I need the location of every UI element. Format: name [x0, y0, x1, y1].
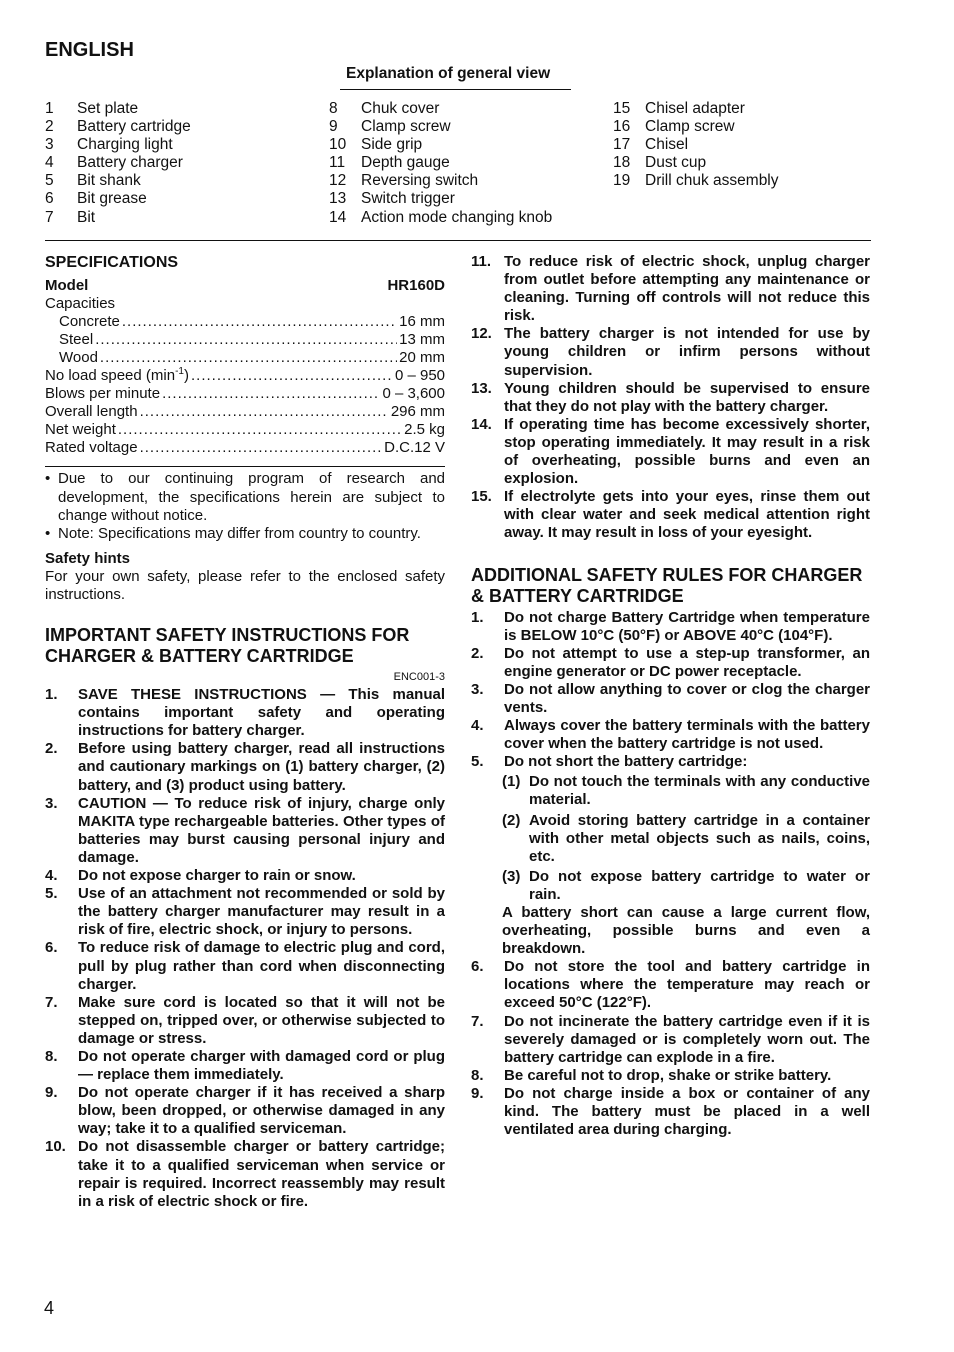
model-row: Model HR160D [45, 276, 445, 294]
list-item: 5. Use of an attachment not recommended or sold by the battery charger manufacturer may result in a risk of fire, electric shock, or injury to persons. [45, 885, 445, 939]
parts-list-column-3 [613, 100, 779, 190]
sub-item: (3) Do not expose battery cartridge to water or rain. [502, 867, 870, 903]
spec-row: Net weight ..... 2.5 kg [45, 421, 445, 439]
list-item: 3. CAUTION — To reduce risk of injury, charge only MAKITA type rechargeable batteries. Other types of batteries may burst causing personal injury and damage. [45, 794, 445, 866]
list-item: 1. SAVE THESE INSTRUCTIONS — This manual contains important safety and operating instructions for battery charger. [45, 686, 445, 740]
list-item: 9. Do not operate charger if it has received a sharp blow, been dropped, or otherwise damaged in any way; take it to a qualified serviceman. [45, 1084, 445, 1138]
spec-row: No load speed $(\min^{-1})$ ..... 0 – 950 [45, 367, 445, 385]
part-item: 13 Switch trigger [329, 190, 455, 208]
specifications-heading: SPECIFICATIONS [45, 254, 179, 271]
title-underline [340, 89, 571, 90]
list-item: 2. Before using battery charger, read all instructions and cautionary markings on (1) battery charger, (2) battery, and (3) product using battery. [45, 740, 445, 794]
list-item: 13. Young children should be supervised to ensure that they do not play with the battery charger. [471, 379, 870, 415]
important-list [45, 686, 445, 1211]
part-item: 10 Side grip [329, 136, 423, 154]
list-item: 5. Do not short the battery cartridge: [471, 753, 748, 771]
spec-note: • Note: Specifications may differ from country to country. [45, 524, 421, 542]
document-code: ENC001-3 [393, 671, 445, 684]
part-item: 1 Set plate [45, 100, 139, 117]
safety-hints-heading: Safety hints [45, 549, 131, 567]
part-item: 7 Bit [45, 208, 96, 226]
important-list-continued [471, 253, 870, 543]
spec-note: • Due to our continuing program of research and development, the specifications herein are subject to change without notice. [45, 470, 445, 524]
additional-list [471, 609, 870, 1140]
list-item: 15. If electrolyte gets into your eyes, rinse them out with clear water and seek medical attention right away. It may result in loss of your eyesight. [471, 488, 870, 542]
spec-divider [45, 466, 445, 467]
list-item: 4. Do not expose charger to rain or snow. [45, 867, 356, 885]
additional-heading: ADDITIONAL SAFETY RULES FOR CHARGER & BATTERY CARTRIDGE [471, 564, 863, 606]
short-circuit-note: A battery short can cause a large current flow, overheating, possible burns and even a breakdown. [502, 904, 870, 958]
part-item: 14 Action mode changing knob [329, 208, 553, 226]
part-item: 15 Chisel adapter [613, 100, 745, 117]
list-item: 3. Do not allow anything to cover or clog the charger vents. [471, 680, 870, 716]
list-item: 10. Do not disassemble charger or battery cartridge; take it to a qualified serviceman when service or repair is required. Incorrect reassembly may result in a risk of electric shock or fire. [45, 1138, 445, 1210]
part-item: 17 Chisel [613, 136, 689, 154]
parts-list-column-2 [329, 100, 552, 227]
page-number: 4 [44, 1298, 55, 1318]
sub-item: (1) Do not touch the terminals with any conductive material. [502, 773, 870, 809]
part-item: 4 Battery charger [45, 154, 183, 172]
spec-row: Overall length ..... 296 mm [45, 403, 445, 421]
part-item: 18 Dust cup [613, 154, 707, 172]
list-item: 12. The battery charger is not intended for use by young children or infirm persons without supervision. [471, 325, 870, 379]
part-item: 9 Clamp screw [329, 118, 451, 136]
part-item: 5 Bit shank [45, 172, 141, 190]
list-item: 4. Always cover the battery terminals with the battery cover when the battery cartridge is not used. [471, 717, 870, 753]
spec-row: Concrete ..... 16 mm [45, 313, 445, 331]
list-item: 1. Do not charge Battery Cartridge when temperature is BELOW 10°C (50°F) or ABOVE 40°C (104°F). [471, 608, 870, 644]
part-item: 19 Drill chuk assembly [613, 172, 779, 190]
part-item: 11 Depth gauge [329, 154, 450, 172]
list-item: 6. To reduce risk of damage to electric plug and cord, pull by plug rather than cord when disconnecting charger. [45, 939, 445, 993]
specifications-section [45, 253, 445, 1211]
list-item: 6. Do not store the tool and battery cartridge in locations where the temperature may reach or exceed 50°C (122°F). [471, 958, 870, 1012]
part-item: 6 Bit grease [45, 190, 147, 208]
parts-list-column-1 [45, 100, 191, 227]
list-item: 7. Make sure cord is located so that it will not be stepped on, tripped over, or otherwise subjected to damage or stress. [45, 993, 445, 1047]
part-item: 2 Battery cartridge [45, 118, 191, 136]
spec-row: Wood ..... 20 mm [45, 349, 445, 367]
part-item: 16 Clamp screw [613, 118, 735, 136]
list-item: 9. Do not charge inside a box or container of any kind. The battery must be placed in a well ventilated area during charging. [471, 1084, 870, 1139]
part-item: 12 Reversing switch [329, 172, 479, 190]
list-item: 8. Do not operate charger with damaged cord or plug — replace them immediately. [45, 1047, 445, 1084]
part-item: 8 Chuk cover [329, 100, 440, 117]
capacities-label: Capacities [45, 294, 116, 312]
sub-item: (2) Avoid storing battery cartridge in a container with other metal objects such as nails, coins, etc. [502, 811, 870, 865]
spec-row: Rated voltage ..... D.C.12 V [45, 439, 445, 457]
general-view-title: Explanation of general view [346, 65, 551, 82]
list-item: 11. To reduce risk of electric shock, unplug charger from outlet before attempting any maintenance or cleaning. Turning off controls will not reduce this risk. [471, 253, 870, 325]
list-item: 8. Be careful not to drop, shake or strike battery. [471, 1066, 832, 1084]
safety-hints-text: For your own safety, please refer to the enclosed safety instructions. [45, 567, 445, 603]
part-item: 3 Charging light [45, 136, 173, 154]
right-column [471, 253, 870, 1139]
spec-row: Blows per minute ..... 0 – 3,600 [45, 385, 445, 403]
spec-row: Steel ..... 13 mm [45, 331, 445, 349]
list-item: 7. Do not incinerate the battery cartridge even if it is severely damaged or is completely worn out. The battery cartridge can explode in a fire. [471, 1012, 870, 1066]
list-item: 14. If operating time has become excessively shorter, stop operating immediately. It may result in a risk of overheating, possible burns and even an explosion. [471, 415, 870, 488]
list-item: 2. Do not attempt to use a step-up transformer, an engine generator or DC power receptacle. [471, 644, 870, 680]
section-divider [45, 240, 871, 241]
language-heading: ENGLISH [45, 39, 134, 61]
important-heading: IMPORTANT SAFETY INSTRUCTIONS FOR CHARGER & BATTERY CARTRIDGE [45, 625, 410, 667]
